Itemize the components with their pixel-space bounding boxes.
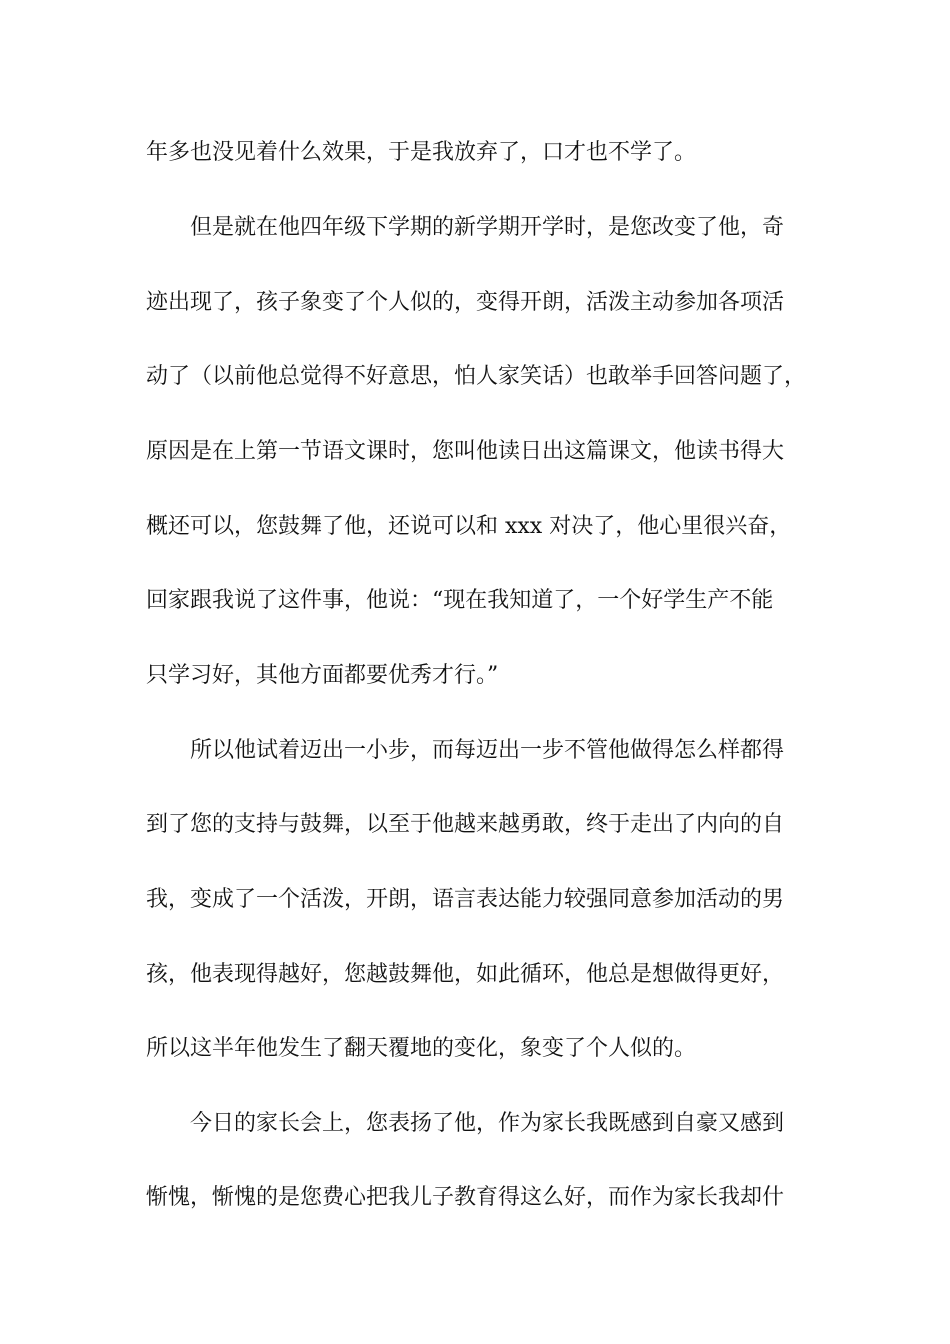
text-line: 我，变成了一个活泼，开朗，语言表达能力较强同意参加活动的男 xyxy=(146,887,785,912)
paragraph-start-line: 今日的家长会上，您表扬了他，作为家长我既感到自豪又感到 xyxy=(190,1111,785,1136)
text-line: 所以这半年他发生了翻天覆地的变化，象变了个人似的。 xyxy=(146,1036,697,1061)
text-line: 孩，他表现得越好，您越鼓舞他，如此循环，他总是想做得更好， xyxy=(146,962,785,987)
text-line: 概还可以，您鼓舞了他，还说可以和 xxx 对决了，他心里很兴奋， xyxy=(146,514,792,539)
text-line: 惭愧，惭愧的是您费心把我儿子教育得这么好，而作为家长我却什 xyxy=(146,1185,785,1210)
text-line: 迹出现了，孩子象变了个人似的，变得开朗，活泼主动参加各项活 xyxy=(146,290,785,315)
paragraph-start-line: 但是就在他四年级下学期的新学期开学时，是您改变了他，奇 xyxy=(190,215,785,240)
text-line: 原因是在上第一节语文课时，您叫他读日出这篇课文，他读书得大 xyxy=(146,439,785,464)
paragraph-start-line: 所以他试着迈出一小步，而每迈出一步不管他做得怎么样都得 xyxy=(190,738,785,763)
text-line: 动了（以前他总觉得不好意思，怕人家笑话）也敢举手回答问题了， xyxy=(146,364,807,389)
text-line: 到了您的支持与鼓舞，以至于他越来越勇敢，终于走出了内向的自 xyxy=(146,812,785,837)
text-line: 只学习好，其他方面都要优秀才行。” xyxy=(146,663,499,688)
text-line: 年多也没见着什么效果，于是我放弃了，口才也不学了。 xyxy=(146,140,697,165)
text-line: 回家跟我说了这件事，他说：“现在我知道了，一个好学生产不能 xyxy=(146,588,774,613)
